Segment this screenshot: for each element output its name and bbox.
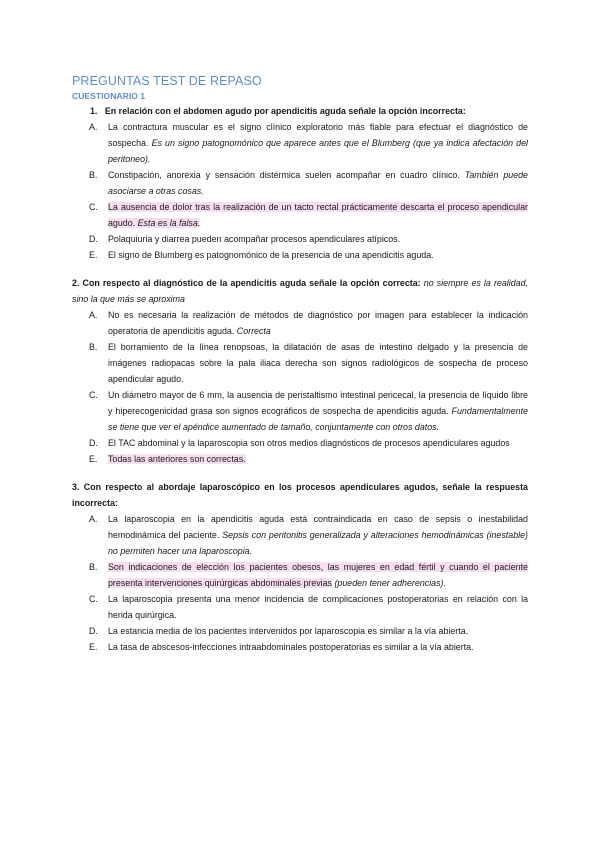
option-letter: A.	[89, 122, 98, 132]
option-3d	[72, 623, 528, 639]
question-2-options	[72, 307, 528, 467]
page-title: PREGUNTAS TEST DE REPASO	[72, 74, 262, 88]
option-letter: B.	[89, 170, 98, 180]
option-3e	[72, 639, 528, 655]
question-text: Con respecto al abordaje laparoscópico en los procesos apendiculares agudos, señale la respuesta incorrecta:	[72, 482, 528, 508]
option-comment: Es un signo patognomónico que aparece antes que el Blumberg (que ya indica afectación del peritoneo).	[108, 138, 529, 164]
question-2	[72, 275, 528, 467]
option-1d	[72, 231, 528, 247]
option-text: Constipación, anorexia y sensación distérmica suelen acompañar en cuadro clínico.	[108, 170, 460, 180]
option-text: No es necesaria la realización de métodos de diagnóstico por imagen para establecer la indicación operatoria de apendicitis aguda.	[108, 310, 528, 336]
option-text: Un diámetro mayor de 6 mm, la ausencia de peristaltismo intestinal pericecal, la presencia de líquido libre y hiperecogenicidad grasa son signos ecográficos de sospecha de apendicitis aguda.	[108, 390, 528, 416]
questionnaire-subtitle: CUESTIONARIO 1	[72, 91, 146, 101]
option-text: La laparoscopia presenta una menor incidencia de complicaciones postoperatorias en relación con la herida quirúrgica.	[108, 594, 528, 620]
question-note: no siempre es la realidad, sino la que más se aproxima	[72, 278, 529, 304]
option-3a	[72, 511, 528, 559]
option-3c	[72, 591, 528, 623]
option-1e	[72, 247, 528, 263]
option-1a	[72, 119, 528, 167]
option-comment: Fundamentalmente se tiene que ver el apéndice aumentado de tamaño, conjuntamente con otros datos.	[108, 406, 529, 432]
option-3b	[72, 559, 528, 591]
question-1	[72, 103, 528, 263]
option-text: La contractura muscular es el signo clínico exploratorio más fiable para efectuar el diagnóstico de sospecha.	[108, 122, 528, 148]
option-letter: E.	[89, 642, 98, 652]
question-3-options	[72, 511, 528, 655]
option-comment: Correcta	[236, 326, 271, 336]
option-text: El TAC abdominal y la laparoscopia son otros medios diagnósticos de procesos apendiculares agudos	[108, 438, 510, 448]
option-2b	[72, 339, 528, 387]
question-number: 3.	[72, 482, 80, 492]
option-letter: D.	[89, 234, 98, 244]
question-text: En relación con el abdomen agudo por apendicitis aguda señale la opción incorrecta:	[104, 106, 466, 116]
option-letter: C.	[89, 594, 98, 604]
question-text: Con respecto al diagnóstico de la apendicitis aguda señale la opción correcta:	[82, 278, 421, 288]
option-text: Son indicaciones de elección los pacientes obesos, las mujeres en edad fértil y cuando el paciente presenta intervenciones quirúrgicas abdominales previas	[108, 562, 528, 588]
option-2a	[72, 307, 528, 339]
question-1-heading	[72, 103, 528, 119]
question-number: 1.	[90, 106, 98, 116]
option-letter: C.	[89, 202, 98, 212]
option-letter: A.	[89, 514, 98, 524]
option-comment: También puede asociarse a otras cosas.	[108, 170, 528, 196]
option-2e	[72, 451, 528, 467]
option-letter: B.	[89, 562, 98, 572]
option-letter: A.	[89, 310, 98, 320]
option-text: El borramiento de la línea renopsoas, la dilatación de asas de intestino delgado y la presencia de imágenes radiopacas sobre la pala iliaca derecha son signos radiológicos de sospecha de proceso apendicular agudo.	[108, 342, 528, 384]
option-letter: E.	[89, 454, 98, 464]
option-text: La tasa de abscesos-infecciones intraabdominales postoperatorias es similar a la vía abierta.	[108, 642, 474, 652]
option-letter: D.	[89, 626, 98, 636]
question-3-heading	[72, 479, 528, 511]
option-1b	[72, 167, 528, 199]
option-comment: Esta es la falsa.	[137, 218, 201, 228]
option-text: La estancia media de los pacientes intervenidos por laparoscopia es similar a la vía abierta.	[108, 626, 469, 636]
option-comment: Sepsis con peritonitis generalizada y alteraciones hemodinámicas (inestable) no permiten hacer una laparoscopia.	[108, 530, 529, 556]
option-1c	[72, 199, 528, 231]
option-text: El signo de Blumberg es patognomónico de la presencia de una apendicitis aguda.	[108, 250, 434, 260]
option-comment: (pueden tener adherencias).	[334, 578, 446, 588]
option-text: Todas las anteriores son correctas.	[108, 454, 246, 464]
option-text: La ausencia de dolor tras la realización de un tacto rectal prácticamente descarta el proceso apendicular agudo.	[108, 202, 528, 228]
option-text: Polaquiuria y diarrea pueden acompañar procesos apendiculares atípicos.	[108, 234, 401, 244]
question-number: 2.	[72, 278, 80, 288]
option-2c	[72, 387, 528, 435]
question-2-heading	[72, 275, 528, 307]
question-1-options	[72, 119, 528, 263]
option-letter: D.	[89, 438, 98, 448]
option-letter: E.	[89, 250, 98, 260]
option-letter: B.	[89, 342, 98, 352]
option-2d	[72, 435, 528, 451]
option-text: La laparoscopia en la apendicitis aguda está contraindicada en caso de sepsis o inestabilidad hemodinámica del paciente.	[108, 514, 528, 540]
option-letter: C.	[89, 390, 98, 400]
question-3	[72, 479, 528, 655]
